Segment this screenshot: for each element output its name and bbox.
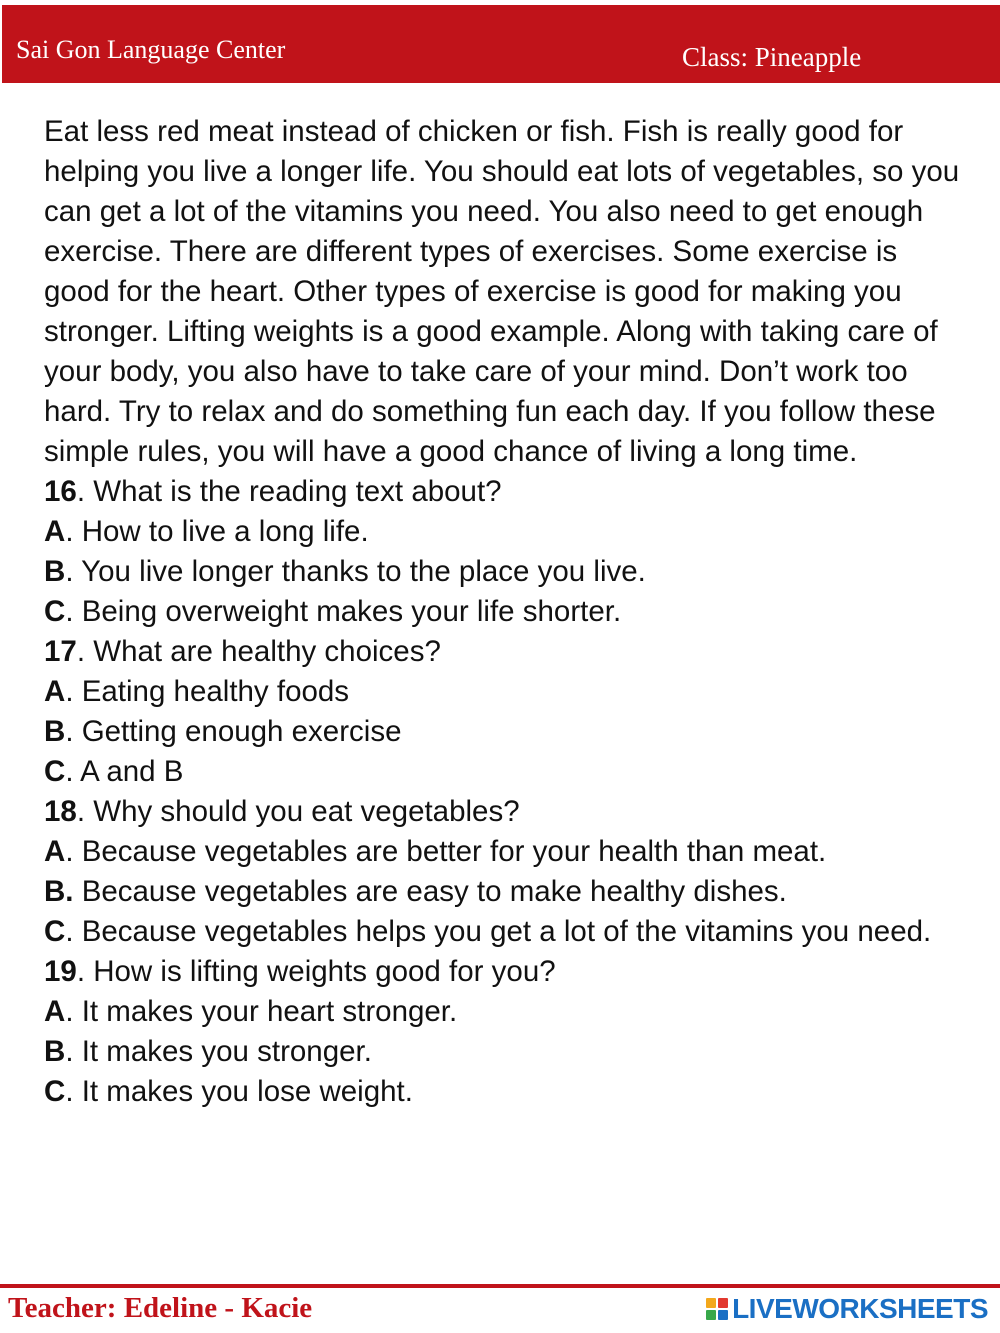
option-text: Because vegetables are easy to make healthy dishes.	[73, 875, 787, 908]
option-text: . How to live a long life.	[65, 515, 369, 548]
option-letter: C	[44, 915, 66, 948]
question-number: 16	[44, 475, 77, 508]
question-17	[44, 632, 969, 672]
option-18a	[44, 832, 969, 872]
option-text: . It makes your heart stronger.	[65, 995, 458, 1028]
option-18b	[44, 872, 969, 912]
option-letter: B	[44, 1035, 66, 1068]
option-16a	[44, 512, 969, 552]
option-17c	[44, 752, 969, 792]
liveworksheets-logo-icon	[706, 1298, 728, 1320]
question-text: . Why should you eat vegetables?	[76, 795, 520, 828]
reading-passage: Eat less red meat instead of chicken or fish. Fish is really good for helping you live a longer life. You should eat lots of vegetables, so you can get a lot of the vitamins you need. You also need to get enough exercise. There are different types of exercises. Some exercise is good for the heart. Other types of exercise is good for making you stronger. Lifting weights is a good example. Along with taking care of your body, you also have to take care of your mind. Don’t work too hard. Try to relax and do something fun each day. If you follow these simple rules, you will have a good chance of living a long time.	[44, 115, 960, 468]
question-text: . What are healthy choices?	[76, 635, 441, 668]
question-16	[44, 472, 969, 512]
option-18c	[44, 912, 969, 952]
option-text: . Getting enough exercise	[65, 715, 402, 748]
question-19	[44, 952, 969, 992]
option-16c	[44, 592, 969, 632]
option-letter: B	[44, 715, 66, 748]
option-letter: C	[44, 755, 66, 788]
option-text: . Being overweight makes your life shorter.	[65, 595, 622, 628]
question-number: 17	[44, 635, 77, 668]
option-letter: C	[44, 595, 66, 628]
logo-text: LIVEWORKSHEETS	[732, 1293, 988, 1324]
option-text: . It makes you stronger.	[65, 1035, 372, 1068]
option-letter: B	[44, 555, 66, 588]
option-text: . Eating healthy foods	[65, 675, 350, 708]
option-16b	[44, 552, 969, 592]
question-18	[44, 792, 969, 832]
option-text: . It makes you lose weight.	[65, 1075, 413, 1108]
footer-divider	[0, 1284, 1000, 1288]
option-19b	[44, 1032, 969, 1072]
question-number: 18	[44, 795, 77, 828]
option-text: . Because vegetables are better for your health than meat.	[65, 835, 827, 868]
option-19a	[44, 992, 969, 1032]
option-letter: A	[44, 515, 66, 548]
option-text: . You live longer thanks to the place you live.	[65, 555, 646, 588]
option-letter: A	[44, 835, 66, 868]
option-letter: B.	[44, 875, 74, 908]
option-17b	[44, 712, 969, 752]
liveworksheets-logo[interactable]	[706, 1293, 988, 1325]
question-number: 19	[44, 955, 77, 988]
teacher-name: Teacher: Edeline - Kacie	[8, 1292, 313, 1324]
worksheet-content	[44, 112, 969, 1112]
question-text: . How is lifting weights good for you?	[76, 955, 556, 988]
option-text: . A and B	[65, 755, 184, 788]
option-letter: C	[44, 1075, 66, 1108]
option-17a	[44, 672, 969, 712]
header-bar	[2, 5, 1000, 83]
class-name: Class: Pineapple	[682, 42, 862, 72]
option-text: . Because vegetables helps you get a lot of the vitamins you need.	[65, 915, 932, 948]
option-19c	[44, 1072, 969, 1112]
option-letter: A	[44, 995, 66, 1028]
question-text: . What is the reading text about?	[76, 475, 502, 508]
center-name: Sai Gon Language Center	[16, 35, 286, 64]
option-letter: A	[44, 675, 66, 708]
